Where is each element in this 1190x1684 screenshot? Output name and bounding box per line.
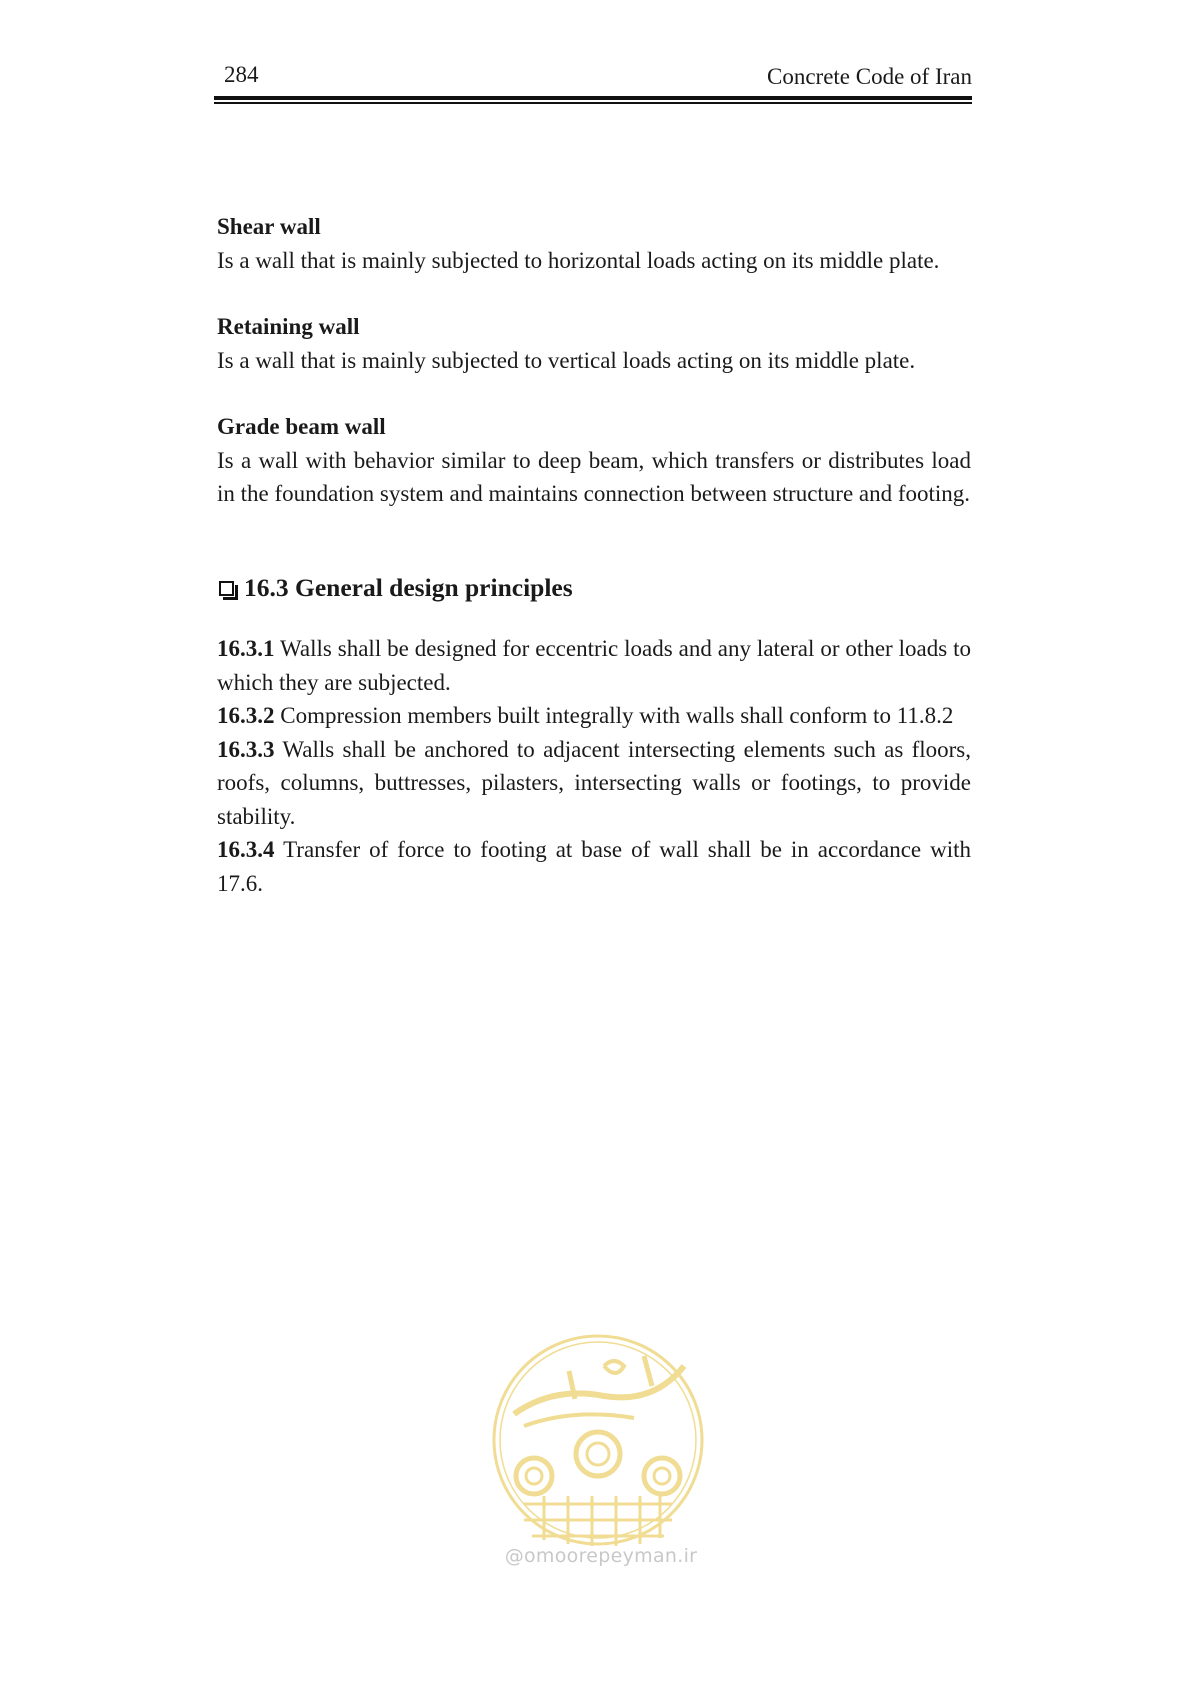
definition-term: Grade beam wall <box>217 414 386 439</box>
watermark-url: @omoorepeyman.ir <box>504 1545 698 1567</box>
page-number: 284 <box>224 62 259 87</box>
definition-grade-beam-wall <box>217 410 971 511</box>
clause-number: 16.3.3 <box>217 736 275 762</box>
definition-term: Retaining wall <box>217 314 360 339</box>
clause-number: 16.3.2 <box>217 703 275 728</box>
page-body <box>217 210 971 900</box>
clause-16-3-2 <box>217 699 971 733</box>
clause-16-3-3 <box>217 733 971 834</box>
clause-text: Transfer of force to footing at base of wall shall be in accordance with 17.6. <box>217 837 971 896</box>
clause-16-3-4 <box>217 833 971 900</box>
definition-text: Is a wall with behavior similar to deep beam, which transfers or distributes load in the foundation system and maintains connection between structure and footing. <box>217 447 971 506</box>
checkbox-icon <box>219 581 234 596</box>
clause-number: 16.3.1 <box>217 636 275 661</box>
clause-text: Walls shall be designed for eccentric loads and any lateral or other loads to which they are subjected. <box>217 636 971 695</box>
definition-text: Is a wall that is mainly subjected to vertical loads acting on its middle plate. <box>217 347 916 373</box>
header-rule-thin <box>214 102 972 104</box>
clause-16-3-1 <box>217 632 971 699</box>
section-title: 16.3 General design principles <box>244 572 573 602</box>
section-heading <box>217 571 971 605</box>
clause-number: 16.3.4 <box>217 837 275 862</box>
header-rule <box>214 96 972 100</box>
watermark-logo-icon <box>484 1326 712 1554</box>
clause-text: Compression members built integrally with walls shall conform to 11.8.2 <box>280 703 954 728</box>
clause-text: Walls shall be anchored to adjacent intersecting elements such as floors, roofs, columns, buttresses, pilasters, intersecting walls or footings, to provide stability. <box>217 736 972 829</box>
running-title: Concrete Code of Iran <box>766 64 972 89</box>
definition-text: Is a wall that is mainly subjected to horizontal loads acting on its middle plate. <box>217 247 940 273</box>
definition-retaining-wall <box>217 310 971 377</box>
definition-term: Shear wall <box>217 214 321 239</box>
definition-shear-wall <box>217 210 971 277</box>
